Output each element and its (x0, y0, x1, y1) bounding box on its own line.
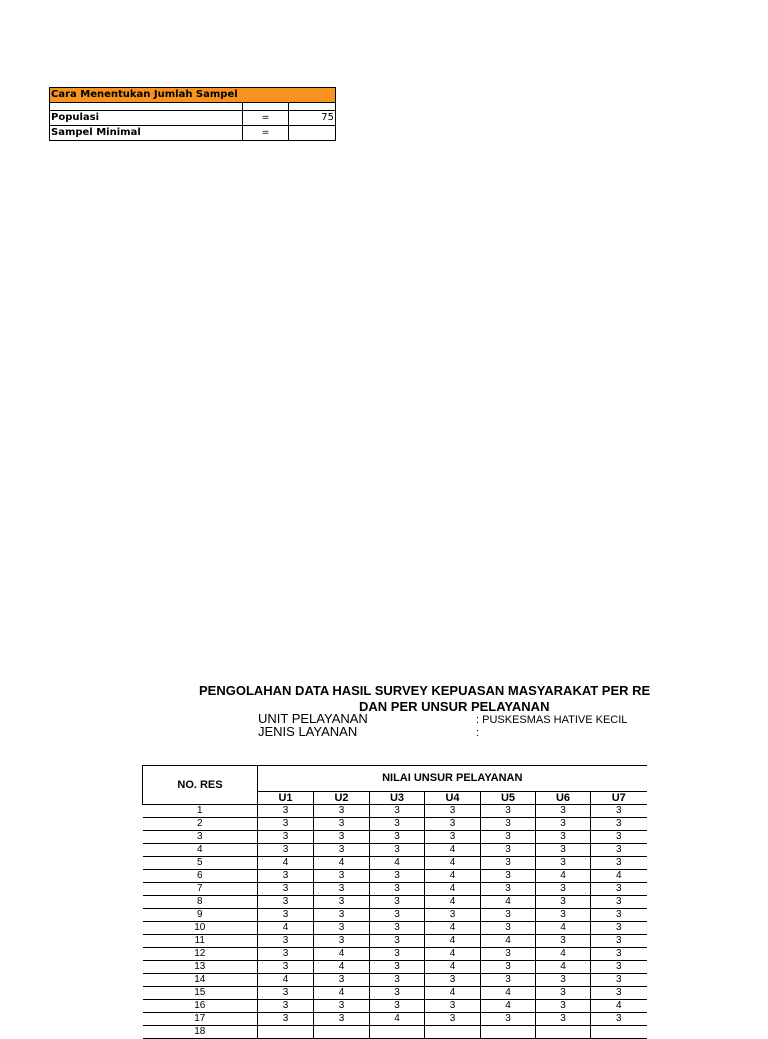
score-cell-u3[interactable]: 3 (370, 805, 425, 818)
row-number-cell[interactable]: 6 (143, 870, 258, 883)
table-row (143, 1000, 647, 1013)
score-cell-u4[interactable]: 3 (425, 818, 481, 831)
score-cell-u6[interactable]: 3 (536, 844, 591, 857)
score-cell-u3[interactable] (370, 1026, 425, 1039)
score-cell-u3[interactable]: 4 (370, 1013, 425, 1026)
row-number-cell[interactable]: 8 (143, 896, 258, 909)
row-number-cell[interactable]: 5 (143, 857, 258, 870)
score-cell-u6[interactable]: 3 (536, 805, 591, 818)
row-number-cell[interactable]: 16 (143, 1000, 258, 1013)
score-cell-u7[interactable]: 4 (591, 870, 647, 883)
column-header-7[interactable]: U7 (591, 791, 647, 804)
score-cell-u5[interactable]: 3 (481, 805, 536, 818)
score-cell-u7[interactable]: 3 (591, 857, 647, 870)
score-cell-u7[interactable]: 3 (591, 909, 647, 922)
row-number-cell[interactable]: 9 (143, 909, 258, 922)
score-cell-u6[interactable]: 4 (536, 948, 591, 961)
score-cell-u5[interactable]: 3 (481, 818, 536, 831)
score-cell-u2[interactable]: 3 (314, 1000, 370, 1013)
column-header-4[interactable]: U4 (425, 791, 481, 804)
table-row (143, 974, 647, 987)
sampel-minimal-label[interactable]: Sampel Minimal (50, 126, 243, 141)
score-cell-u7[interactable]: 3 (591, 961, 647, 974)
score-cell-u2[interactable]: 3 (314, 922, 370, 935)
score-cell-u4[interactable]: 4 (425, 870, 481, 883)
score-cell-u6[interactable]: 3 (536, 974, 591, 987)
table-row (143, 857, 647, 870)
score-cell-u2[interactable]: 3 (314, 1013, 370, 1026)
row-number-cell[interactable]: 17 (143, 1013, 258, 1026)
score-cell-u2[interactable]: 4 (314, 987, 370, 1000)
score-cell-u3[interactable]: 3 (370, 961, 425, 974)
score-cell-u2[interactable]: 3 (314, 883, 370, 896)
unit-pelayanan-label: UNIT PELAYANAN (258, 711, 368, 726)
score-cell-u4[interactable]: 4 (425, 935, 481, 948)
no-res-header[interactable]: NO. RES (143, 766, 258, 805)
score-cell-u3[interactable]: 3 (370, 974, 425, 987)
score-cell-u6[interactable]: 3 (536, 987, 591, 1000)
score-cell-u5[interactable] (481, 1026, 536, 1039)
score-cell-u5[interactable]: 3 (481, 831, 536, 844)
score-cell-u7[interactable]: 3 (591, 896, 647, 909)
table-row (143, 987, 647, 1000)
score-cell-u5[interactable]: 3 (481, 844, 536, 857)
score-cell-u4[interactable]: 4 (425, 948, 481, 961)
score-cell-u7[interactable] (591, 1026, 647, 1039)
score-cell-u3[interactable]: 3 (370, 909, 425, 922)
nilai-unsur-header[interactable]: NILAI UNSUR PELAYANAN (258, 766, 647, 792)
score-cell-u7[interactable]: 3 (591, 844, 647, 857)
score-cell-u6[interactable]: 4 (536, 870, 591, 883)
row-number-cell[interactable]: 18 (143, 1026, 258, 1039)
survey-data-body (143, 805, 647, 1039)
score-cell-u1[interactable]: 3 (258, 896, 314, 909)
score-cell-u5[interactable]: 3 (481, 1013, 536, 1026)
score-cell-u7[interactable]: 3 (591, 831, 647, 844)
score-cell-u7[interactable]: 3 (591, 922, 647, 935)
score-cell-u1[interactable]: 3 (258, 961, 314, 974)
score-cell-u5[interactable]: 3 (481, 883, 536, 896)
score-cell-u4[interactable]: 4 (425, 896, 481, 909)
score-cell-u5[interactable]: 3 (481, 961, 536, 974)
score-cell-u2[interactable]: 3 (314, 974, 370, 987)
score-cell-u1[interactable]: 3 (258, 805, 314, 818)
score-cell-u6[interactable]: 3 (536, 1000, 591, 1013)
score-cell-u1[interactable]: 3 (258, 909, 314, 922)
score-cell-u1[interactable]: 4 (258, 857, 314, 870)
score-cell-u2[interactable] (314, 1026, 370, 1039)
survey-data-region (142, 765, 646, 1037)
sampel-minimal-value[interactable] (289, 126, 336, 141)
score-cell-u2[interactable]: 3 (314, 909, 370, 922)
unit-pelayanan-value[interactable]: : PUSKESMAS HATIVE KECIL (476, 714, 628, 726)
score-cell-u3[interactable]: 3 (370, 948, 425, 961)
populasi-label[interactable]: Populasi (50, 111, 243, 126)
column-header-2[interactable]: U2 (314, 791, 370, 804)
score-cell-u4[interactable]: 4 (425, 922, 481, 935)
score-cell-u5[interactable]: 3 (481, 974, 536, 987)
score-cell-u4[interactable]: 4 (425, 987, 481, 1000)
table-row (143, 831, 647, 844)
score-cell-u6[interactable]: 3 (536, 857, 591, 870)
score-cell-u3[interactable]: 3 (370, 922, 425, 935)
score-cell-u7[interactable]: 3 (591, 935, 647, 948)
row-number-cell[interactable]: 7 (143, 883, 258, 896)
score-cell-u6[interactable]: 3 (536, 883, 591, 896)
score-cell-u3[interactable]: 3 (370, 818, 425, 831)
score-cell-u2[interactable]: 3 (314, 818, 370, 831)
score-cell-u2[interactable]: 3 (314, 844, 370, 857)
row-number-cell[interactable]: 2 (143, 818, 258, 831)
table-row (143, 909, 647, 922)
score-cell-u3[interactable]: 3 (370, 831, 425, 844)
row-number-cell[interactable]: 12 (143, 948, 258, 961)
column-header-1[interactable]: U1 (258, 791, 314, 804)
score-cell-u7[interactable]: 3 (591, 883, 647, 896)
jenis-layanan-value[interactable]: : (476, 727, 480, 739)
row-number-cell[interactable]: 3 (143, 831, 258, 844)
row-number-cell[interactable]: 14 (143, 974, 258, 987)
score-cell-u4[interactable]: 4 (425, 857, 481, 870)
survey-data-table (142, 765, 647, 1039)
score-cell-u7[interactable]: 3 (591, 987, 647, 1000)
row-number-cell[interactable]: 13 (143, 961, 258, 974)
score-cell-u6[interactable]: 4 (536, 961, 591, 974)
score-cell-u1[interactable]: 4 (258, 974, 314, 987)
populasi-equals[interactable]: = (243, 111, 289, 126)
score-cell-u5[interactable]: 4 (481, 1000, 536, 1013)
score-cell-u4[interactable]: 3 (425, 974, 481, 987)
score-cell-u1[interactable]: 3 (258, 844, 314, 857)
column-header-6[interactable]: U6 (536, 791, 591, 804)
score-cell-u6[interactable]: 3 (536, 896, 591, 909)
score-cell-u4[interactable]: 4 (425, 883, 481, 896)
column-header-5[interactable]: U5 (481, 791, 536, 804)
score-cell-u3[interactable]: 3 (370, 844, 425, 857)
score-cell-u3[interactable]: 3 (370, 987, 425, 1000)
score-cell-u1[interactable]: 3 (258, 987, 314, 1000)
score-cell-u4[interactable]: 3 (425, 831, 481, 844)
score-cell-u7[interactable]: 3 (591, 1013, 647, 1026)
table-row (143, 1013, 647, 1026)
sample-box-title[interactable]: Cara Menentukan Jumlah Sampel (50, 88, 336, 103)
score-cell-u3[interactable]: 3 (370, 1000, 425, 1013)
score-cell-u5[interactable]: 3 (481, 870, 536, 883)
score-cell-u1[interactable] (258, 1026, 314, 1039)
row-number-cell[interactable]: 1 (143, 805, 258, 818)
populasi-value[interactable]: 75 (289, 111, 336, 126)
score-cell-u1[interactable]: 3 (258, 1013, 314, 1026)
score-cell-u7[interactable]: 3 (591, 948, 647, 961)
row-number-cell[interactable]: 10 (143, 922, 258, 935)
score-cell-u7[interactable]: 4 (591, 1000, 647, 1013)
populasi-row (50, 111, 336, 126)
sample-size-table (49, 87, 336, 141)
score-cell-u6[interactable]: 3 (536, 909, 591, 922)
score-cell-u1[interactable]: 4 (258, 922, 314, 935)
score-cell-u5[interactable]: 3 (481, 857, 536, 870)
survey-title: PENGOLAHAN DATA HASIL SURVEY KEPUASAN MASYARAKAT PER RE (199, 683, 651, 698)
score-cell-u7[interactable]: 3 (591, 974, 647, 987)
score-cell-u2[interactable]: 4 (314, 857, 370, 870)
score-cell-u6[interactable]: 3 (536, 831, 591, 844)
score-cell-u1[interactable]: 3 (258, 948, 314, 961)
score-cell-u1[interactable]: 3 (258, 818, 314, 831)
score-cell-u5[interactable]: 3 (481, 948, 536, 961)
table-row (143, 935, 647, 948)
score-cell-u5[interactable]: 4 (481, 935, 536, 948)
score-cell-u6[interactable]: 3 (536, 818, 591, 831)
score-cell-u4[interactable]: 3 (425, 805, 481, 818)
score-cell-u2[interactable]: 3 (314, 870, 370, 883)
column-header-3[interactable]: U3 (370, 791, 425, 804)
table-row (143, 948, 647, 961)
score-cell-u4[interactable]: 4 (425, 844, 481, 857)
score-cell-u2[interactable]: 3 (314, 896, 370, 909)
score-cell-u6[interactable]: 4 (536, 922, 591, 935)
row-number-cell[interactable]: 11 (143, 935, 258, 948)
score-cell-u3[interactable]: 3 (370, 935, 425, 948)
sampel-minimal-equals[interactable]: = (243, 126, 289, 141)
sample-box-spacer[interactable] (50, 103, 243, 111)
score-cell-u5[interactable]: 4 (481, 896, 536, 909)
score-cell-u4[interactable] (425, 1026, 481, 1039)
score-cell-u3[interactable]: 4 (370, 857, 425, 870)
table-row (143, 844, 647, 857)
table-row (143, 961, 647, 974)
score-cell-u1[interactable]: 3 (258, 883, 314, 896)
score-cell-u4[interactable]: 3 (425, 1013, 481, 1026)
score-cell-u5[interactable]: 3 (481, 909, 536, 922)
score-cell-u1[interactable]: 3 (258, 935, 314, 948)
sampel-minimal-row (50, 126, 336, 141)
score-cell-u4[interactable]: 3 (425, 1000, 481, 1013)
row-number-cell[interactable]: 4 (143, 844, 258, 857)
score-cell-u7[interactable]: 3 (591, 805, 647, 818)
jenis-layanan-label: JENIS LAYANAN (258, 724, 358, 739)
score-cell-u3[interactable]: 3 (370, 896, 425, 909)
score-cell-u1[interactable]: 3 (258, 1000, 314, 1013)
score-cell-u2[interactable]: 4 (314, 961, 370, 974)
score-cell-u7[interactable]: 3 (591, 818, 647, 831)
score-cell-u2[interactable]: 3 (314, 935, 370, 948)
table-row (143, 805, 647, 818)
table-row (143, 922, 647, 935)
score-cell-u2[interactable]: 4 (314, 948, 370, 961)
score-cell-u3[interactable]: 3 (370, 883, 425, 896)
score-cell-u6[interactable] (536, 1026, 591, 1039)
survey-subtitle: DAN PER UNSUR PELAYANAN (359, 699, 550, 714)
table-row (143, 896, 647, 909)
score-cell-u4[interactable]: 4 (425, 961, 481, 974)
table-row (143, 1026, 647, 1039)
table-row (143, 883, 647, 896)
score-cell-u1[interactable]: 3 (258, 870, 314, 883)
score-cell-u3[interactable]: 3 (370, 870, 425, 883)
table-row (143, 818, 647, 831)
score-cell-u2[interactable]: 3 (314, 805, 370, 818)
row-number-cell[interactable]: 15 (143, 987, 258, 1000)
score-cell-u5[interactable]: 4 (481, 987, 536, 1000)
score-cell-u6[interactable]: 3 (536, 935, 591, 948)
score-cell-u2[interactable]: 3 (314, 831, 370, 844)
score-cell-u6[interactable]: 3 (536, 1013, 591, 1026)
score-cell-u4[interactable]: 3 (425, 909, 481, 922)
score-cell-u1[interactable]: 3 (258, 831, 314, 844)
score-cell-u5[interactable]: 3 (481, 922, 536, 935)
table-row (143, 870, 647, 883)
